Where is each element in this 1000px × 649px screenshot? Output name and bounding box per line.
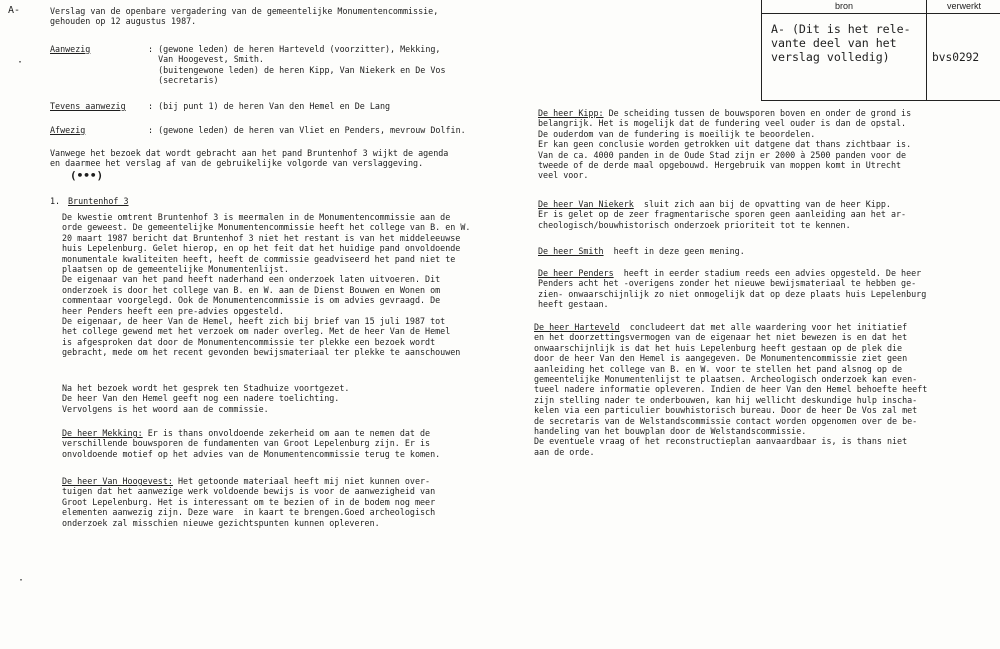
statement-van-niekerk <box>538 199 906 230</box>
ellipsis-mark: (•••) <box>70 169 104 182</box>
visit-line: De heer Van den Hemel geeft nog een nadere toelichting. <box>62 393 340 404</box>
intro-line: en daarmee het verslag af van de gebruikelijke volgorde van verslaggeving. <box>50 158 424 169</box>
statement-line: Er kan geen conclusie worden getrokken uit datgene dat thans zichtbaar is. <box>538 139 912 150</box>
item-line: heer Penders heeft een pre-advies opgesteld. <box>62 305 284 316</box>
speaker-name: De heer Penders <box>538 268 614 278</box>
statement-line: Groot Lepelenburg. Het is interessant om te bezien of in de bodem nog meer <box>62 496 436 507</box>
header-line: Verslag van de openbare vergadering van de gemeentelijke Monumentencommissie, <box>50 6 439 16</box>
also-present-text: : (bij punt 1) de heren Van den Hemel en De Lang <box>148 101 391 111</box>
statement-penders <box>538 268 926 310</box>
item-line: is afgesproken dat door de Monumentencommissie ter plekke een bezoek wordt <box>62 336 436 347</box>
statement-line: onwaarschijnlijk is dat het huis Lepelenburg heeft gestaan op de plek die <box>534 342 903 353</box>
header-line: gehouden op 12 augustus 1987. <box>50 16 197 27</box>
statement-line: handeling van het bouwplan door de Welstandscommissie. <box>534 426 807 437</box>
statement-line: aanleiding het college van B. en W. voor te stellen het pand alsnog op de <box>534 363 903 374</box>
item-line: De eigenaar, de heer Van de Hemel, heeft zich bij brief van 15 juli 1987 tot <box>62 316 446 327</box>
item-line: onderzoek is door het college van B. en W. aan de Dienst Bouwen en Wonen om <box>62 284 441 295</box>
statement-line: concludeert dat met alle waardering voor het initiatief <box>619 322 908 332</box>
margin-dot: · <box>18 575 25 586</box>
statement-line: heeft gestaan. <box>538 299 609 310</box>
statement-line: door de heer Van den Hemel is aangegeven. De Monumentencommissie ziet geen <box>534 353 908 364</box>
present-line: (buitengewone leden) de heren Kipp, Van Niekerk en De Vos <box>148 64 446 75</box>
archive-stamp <box>761 0 1000 101</box>
item-line: huis Lepelenburg. Gelet hierop, en op het feit dat het huidige pand onvoldoende <box>62 243 461 254</box>
intro-paragraph <box>50 148 448 169</box>
statement-mekking <box>62 428 440 459</box>
item-line: het college gewend met het verzoek om nader overleg. Met de heer Van de Hemel <box>62 326 451 337</box>
statement-line: sluit zich aan bij de opvatting van de heer Kipp. <box>633 199 891 209</box>
item-line: orde geweest. De gemeentelijke Monumentencommissie heeft het college van B. en W. <box>62 222 471 233</box>
also-present-label: Tevens aanwezig <box>50 101 126 111</box>
statement-line: veel voor. <box>538 170 589 181</box>
stamp-header-processed: verwerkt <box>927 0 1000 14</box>
speaker-name: De heer Kipp: <box>538 108 604 118</box>
statement-line: De ouderdom van de fundering is moeilijk te beoordelen. <box>538 128 816 139</box>
statement-kipp <box>538 108 911 181</box>
statement-line: onderzoek zal misschien nieuwe gezichtspunten kunnen opleveren. <box>62 517 380 528</box>
item-line: De eigenaar van het pand heeft naderhand een onderzoek laten uitvoeren. Dit <box>62 274 441 285</box>
statement-line: aan de orde. <box>534 446 595 457</box>
statement-line: en het doorzettingsvermogen van de eigenaar het niet bewezen is en dat het <box>534 332 908 343</box>
statement-line: kelen via een particulier bouwhistorisch bureau. Door de heer De Vos zal met <box>534 405 918 416</box>
statement-line: gemeentelijke Monumentenlijst te plaatsen. Archeologisch onderzoek kan even- <box>534 374 918 385</box>
statement-line: Het getoonde materiaal heeft mij niet kunnen over- <box>172 476 431 486</box>
item-line: 20 maart 1987 bericht dat Bruntenhof 3 niet het restant is van het middeleeuwse <box>62 232 461 243</box>
visit-line: Vervolgens is het woord aan de commissie. <box>62 403 269 414</box>
statement-line: Van de ca. 4000 panden in de Oude Stad zijn er 2000 à 2500 panden voor de <box>538 149 907 160</box>
speaker-name: De heer Mekking: <box>62 428 143 438</box>
statement-line: heeft in deze geen mening. <box>603 246 745 256</box>
statement-line: Penders acht het -overigens zonder het nieuwe bewijsmateriaal te hebben ge- <box>538 278 917 289</box>
statement-line: tueel nadere informatie opleveren. Indien de heer Van den Hemel behoefte heeft <box>534 384 928 395</box>
item-line: gebracht, mede om het recent gevonden bewijsmateriaal ter plekke te aanschouwen <box>62 347 461 358</box>
item-number: 1. <box>50 196 61 206</box>
statement-line: heeft in eerder stadium reeds een advies opgesteld. De heer <box>613 268 922 278</box>
present-line: Van Hoogevest, Smith. <box>148 54 264 65</box>
item-line: plaatsen op de gemeentelijke Monumentenlijst. <box>62 264 289 275</box>
speaker-name: De heer Harteveld <box>534 322 620 332</box>
statement-line: belangrijk. Het is mogelijk dat de fundering veel ouder is dan de opstal. <box>538 118 907 129</box>
stamp-divider <box>926 0 927 100</box>
stamp-code: bvs0292 <box>932 51 980 64</box>
visit-paragraph <box>62 383 349 414</box>
margin-dot: · <box>17 57 24 68</box>
statement-line: Er is gelet op de zeer fragmentarische sporen geen aanleiding aan het ar- <box>538 209 907 220</box>
speaker-name: De heer Van Niekerk <box>538 199 634 209</box>
statement-smith <box>538 246 745 256</box>
document-header <box>50 6 438 27</box>
statement-line: tweede of de derde maal opgebouwd. Hergebruik van moppen komt in Utrecht <box>538 160 902 171</box>
statement-line: Er is thans onvoldoende zekerheid om aan te nemen dat de <box>142 428 431 438</box>
item-body <box>62 212 470 358</box>
item-line: monumentale kwaliteiten heeft, heeft de commissie geadviseerd het pand niet te <box>62 253 456 264</box>
statement-van-hoogevest <box>62 476 435 528</box>
margin-marker: A- <box>8 5 21 16</box>
visit-line: Na het bezoek wordt het gesprek ten Stadhuize voortgezet. <box>62 383 350 393</box>
speaker-name: De heer Smith <box>538 246 604 256</box>
statement-line: de secretaris van de Welstandscommissie contact worden opgenomen over de be- <box>534 415 918 426</box>
statement-line: zien- onwaarschijnlijk zo niet onmogelijk dat op deze plaats huis Lepelenburg <box>538 288 927 299</box>
item-line: De kwestie omtrent Bruntenhof 3 is meermalen in de Monumentencommissie aan de <box>62 212 451 222</box>
item-line: commentaar voorgelegd. Ook de Monumentencommissie is om advies gevraagd. De <box>62 295 441 306</box>
statement-line: verschillende bouwsporen de fundamenten van Groot Lepelenburg zijn. Er is <box>62 438 431 449</box>
statement-line: onvoldoende motief op het advies van de Monumentencommissie terug te komen. <box>62 448 441 459</box>
speaker-name: De heer Van Hoogevest: <box>62 476 173 486</box>
statement-line: cheologisch/bouwhistorisch onderzoek prioriteit tot te kennen. <box>538 219 851 230</box>
present-line: (secretaris) <box>148 75 219 86</box>
statement-harteveld <box>534 322 927 457</box>
present-label: Aanwezig <box>50 44 91 54</box>
present-list <box>148 44 446 86</box>
item-title: Bruntenhof 3 <box>68 196 129 206</box>
present-line: : (gewone leden) de heren Harteveld (voorzitter), Mekking, <box>148 44 441 54</box>
intro-line: Vanwege het bezoek dat wordt gebracht aan het pand Bruntenhof 3 wijkt de agenda <box>50 148 449 158</box>
statement-line: tuigen dat het aanwezige werk voldoende bewijs is voor de aanwezigheid van <box>62 486 436 497</box>
stamp-note: A- (Dit is het rele- vante deel van het verslag volledig) <box>771 22 911 64</box>
statement-line: De eventuele vraag of het reconstructieplan aanvaardbaar is, is thans niet <box>534 436 908 447</box>
absent-label: Afwezig <box>50 125 86 135</box>
absent-text: : (gewone leden) de heren van Vliet en Penders, mevrouw Dolfin. <box>148 125 466 135</box>
stamp-header-source: bron <box>762 0 926 14</box>
statement-line: zijn stelling nader te onderbouwen, kan hij wellicht deskundige hulp inscha- <box>534 394 918 405</box>
statement-line: elementen aanwezig zijn. Deze ware in kaart te brengen.Goed archeologisch <box>62 507 436 518</box>
statement-line: De scheiding tussen de bouwsporen boven en onder de grond is <box>603 108 912 118</box>
